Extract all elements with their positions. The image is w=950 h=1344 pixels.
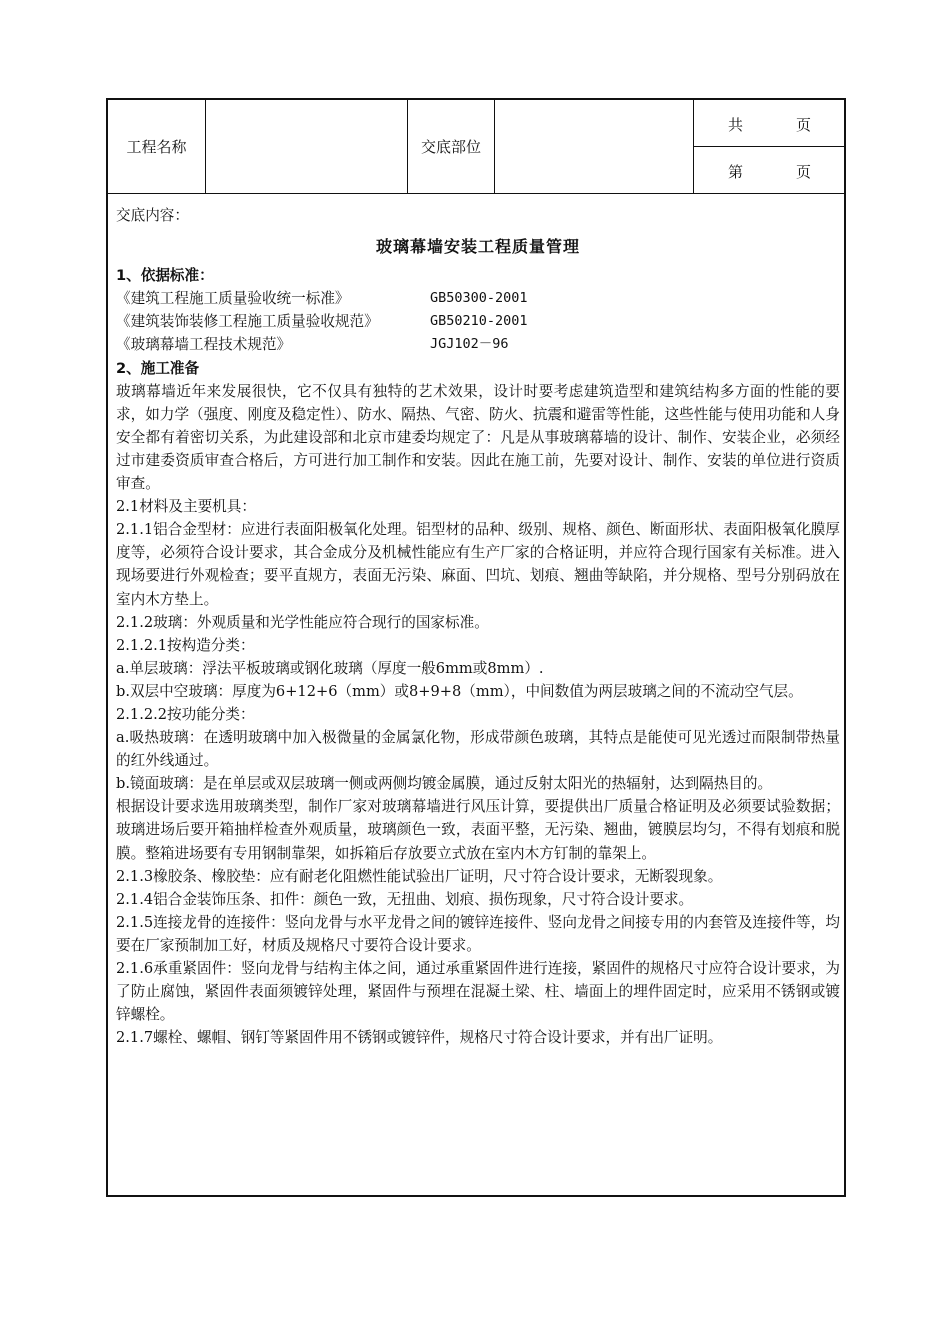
paragraph: 根据设计要求选用玻璃类型，制作厂家对玻璃幕墙进行风压计算，要提供出厂质量合格证明及必须要试验数据；玻璃进场后要开箱抽样检查外观质量，玻璃颜色一致，表面平整，无污染、翘曲，镀膜层均匀，不得有划痕和脱膜。整箱进场要有专用钢制靠架，如拆箱后存放要立式放在室内木方钉制的靠架上。 [116, 798, 840, 862]
standard-row [116, 310, 840, 333]
paragraph: 2.1.2.2按功能分类： [116, 705, 255, 723]
intro-label: 交底内容： [116, 207, 189, 224]
paragraph: a.吸热玻璃：在透明玻璃中加入极微量的金属氯化物，形成带颜色玻璃，其特点是能使可见光透过而限制带热量的红外线通过。 [116, 729, 840, 770]
total-label: 共 [728, 116, 744, 134]
project-name-label: 工程名称 [108, 100, 206, 193]
page-count-cell [694, 100, 844, 193]
paragraph: 2.1.1铝合金型材：应进行表面阳极氧化处理。铝型材的品种、级别、规格、颜色、断面形状、表面阳极氧化膜厚度等，必须符合设计要求，其合金成分及机械性能应有生产厂家的合格证明，并应符合现行国家有关标准。进入现场要进行外观检查；要平直规方，表面无污染、麻面、凹坑、划痕、翘曲等缺陷，并分规格、型号分别码放在室内木方垫上。 [116, 521, 840, 608]
standard-name: 《建筑装饰装修工程施工质量验收规范》 [116, 313, 379, 331]
standard-row [116, 287, 840, 310]
paragraph: b.镜面玻璃：是在单层或双层玻璃一侧或两侧均镀金属膜，通过反射太阳光的热辐射，达到隔热目的。 [116, 775, 773, 793]
paragraph: 2.1.4铝合金装饰压条、扣件：颜色一致，无扭曲、划痕、损伤现象，尺寸符合设计要求。 [116, 890, 694, 908]
paragraph: 2.1.6承重紧固件：竖向龙骨与结构主体之间，通过承重紧固件进行连接，紧固件的规格尺寸应符合设计要求，为了防止腐蚀，紧固件表面须镀锌处理，紧固件与预埋在混凝土梁、柱、墙面上的埋件固定时，应采用不锈钢或镀锌螺栓。 [116, 960, 840, 1024]
standard-name: 《建筑工程施工质量验收统一标准》 [116, 290, 350, 308]
handover-content [116, 204, 840, 1049]
paragraph: a.单层玻璃：浮法平板玻璃或钢化玻璃（厚度一般6mm或8mm）. [116, 659, 544, 677]
paragraph: 2.1.2玻璃：外观质量和光学性能应符合现行的国家标准。 [116, 613, 489, 631]
project-name-value[interactable] [206, 100, 408, 193]
section1-heading: 1、依据标准： [116, 267, 214, 285]
total-pages-unit: 页 [796, 116, 812, 134]
paragraph: 2.1.5连接龙骨的连接件：竖向龙骨与水平龙骨之间的镀锌连接件、竖向龙骨之间接专用的内套管及连接件等，均要在厂家预制加工好，材质及规格尺寸要符合设计要求。 [116, 913, 840, 954]
paragraph: 2.1.3橡胶条、橡胶垫：应有耐老化阻燃性能试验出厂证明，尺寸符合设计要求，无断裂现象。 [116, 867, 723, 885]
standard-row [116, 333, 840, 356]
standard-code: GB50210-2001 [430, 313, 528, 330]
total-pages-row [694, 100, 844, 147]
standard-name: 《玻璃幕墙工程技术规范》 [116, 336, 292, 354]
paragraph: 2.1.7螺栓、螺帽、钢钉等紧固件用不锈钢或镀锌件，规格尺寸符合设计要求，并有出厂证明。 [116, 1029, 723, 1047]
handover-form [106, 98, 846, 1197]
paragraph: 玻璃幕墙近年来发展很快，它不仅具有独特的艺术效果，设计时要考虑建筑造型和建筑结构多方面的性能的要求，如力学（强度、刚度及稳定性）、防水、隔热、气密、防火、抗震和避雷等性能，这些性能与使用功能和人身安全都有着密切关系，为此建设部和北京市建委均规定了：凡是从事玻璃幕墙的设计、制作、安装企业，必须经过市建委资质审查合格后，方可进行加工制作和安装。因此在施工前，先要对设计、制作、安装的单位进行资质审查。 [116, 382, 840, 493]
form-header [108, 100, 844, 194]
page-unit: 页 [796, 163, 812, 181]
paragraph: b.双层中空玻璃：厚度为6+12+6（mm）或8+9+8（mm），中间数值为两层玻璃之间的不流动空气层。 [116, 682, 803, 700]
section2-heading: 2、施工准备 [116, 359, 200, 377]
paragraph: 2.1.2.1按构造分类： [116, 636, 255, 654]
paragraph: 2.1材料及主要机具： [116, 498, 256, 516]
page-label: 第 [728, 163, 744, 181]
location-label: 交底部位 [408, 100, 495, 193]
current-page-row [694, 147, 844, 193]
standard-code: GB50300-2001 [430, 290, 528, 307]
standard-code: JGJ102－96 [430, 336, 509, 353]
location-value[interactable] [495, 100, 694, 193]
document-title: 玻璃幕墙安装工程质量管理 [375, 237, 580, 257]
